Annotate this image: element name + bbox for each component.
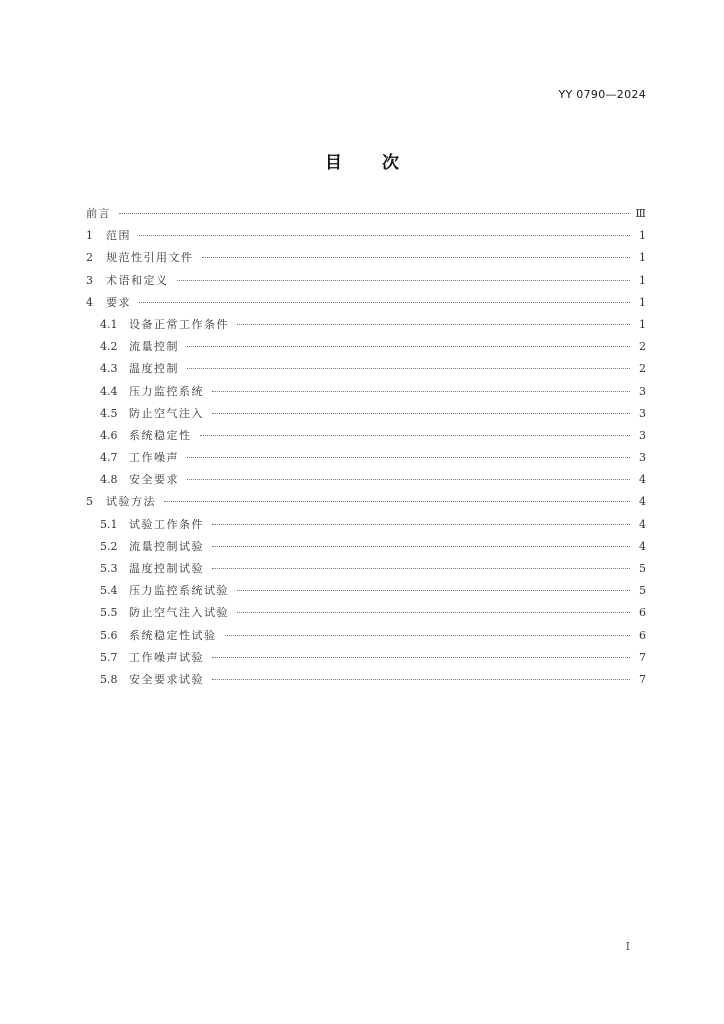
toc-entry[interactable] — [86, 493, 646, 515]
page-number: I — [625, 940, 630, 953]
toc-entry-number: 4 — [86, 295, 93, 309]
toc-leader-dots — [187, 457, 630, 458]
toc-entry-label: 系统稳定性 — [129, 428, 192, 442]
toc-entry-number: 4.2 — [100, 340, 118, 354]
toc-entry[interactable] — [86, 671, 646, 693]
toc-entry[interactable] — [86, 538, 646, 560]
toc-entry-number: 5.5 — [100, 606, 118, 620]
toc-leader-dots — [212, 391, 630, 392]
toc-entry-page: 3 — [639, 428, 646, 442]
toc-leader-dots — [187, 479, 630, 480]
toc-leader-dots — [187, 368, 630, 369]
toc-entry-number: 5.3 — [100, 562, 118, 575]
toc-entry-label: 流量控制 — [129, 340, 179, 354]
toc-entry[interactable] — [86, 560, 646, 582]
toc-entry-page: 1 — [639, 273, 646, 287]
toc-entry-number: 2 — [86, 251, 93, 265]
toc-entry[interactable] — [86, 516, 646, 538]
toc-entry-label: 系统稳定性试验 — [129, 628, 217, 642]
toc-entry-number: 4.7 — [100, 451, 118, 465]
toc-entry-number: 5.7 — [100, 650, 118, 664]
toc-entry[interactable] — [86, 249, 646, 271]
toc-leader-dots — [212, 679, 630, 680]
toc-entry[interactable] — [86, 205, 646, 227]
toc-leader-dots — [187, 346, 630, 347]
toc-entry-label: 压力监控系统试验 — [129, 584, 229, 598]
toc-entry-number: 4.4 — [100, 384, 118, 398]
toc-entry[interactable] — [86, 627, 646, 649]
toc-leader-dots — [212, 657, 630, 658]
toc-entry-page: 3 — [639, 406, 646, 420]
toc-entry-page: 7 — [639, 650, 646, 664]
toc-entry-number: 1 — [86, 229, 93, 243]
toc-entry[interactable] — [86, 360, 646, 382]
toc-entry[interactable] — [86, 338, 646, 360]
toc-entry-number: 5 — [86, 495, 93, 509]
toc-entry[interactable] — [86, 449, 646, 471]
toc-entry-label: 试验方法 — [106, 495, 156, 509]
toc-entry-label: 温度控制 — [129, 362, 179, 376]
toc-entry-number: 5.1 — [100, 517, 118, 531]
toc-entry-page: 5 — [639, 562, 646, 575]
toc-entry[interactable] — [86, 582, 646, 604]
toc-entry-label: 工作噪声试验 — [129, 650, 204, 664]
toc-leader-dots — [237, 324, 630, 325]
toc-leader-dots — [139, 235, 630, 236]
toc-entry-label: 安全要求 — [129, 473, 179, 487]
toc-entry-page: 4 — [639, 539, 646, 553]
toc-entry[interactable] — [86, 316, 646, 338]
toc-entry-label: 安全要求试验 — [129, 672, 204, 686]
toc-entry[interactable] — [86, 294, 646, 316]
toc-leader-dots — [212, 568, 630, 569]
toc-entry-number: 4.5 — [100, 406, 118, 420]
toc-entry-number: 5.2 — [100, 539, 118, 553]
toc-entry[interactable] — [86, 604, 646, 626]
toc-entry-number: 4.1 — [100, 317, 118, 331]
toc-entry[interactable] — [86, 227, 646, 249]
toc-entry-number: 5.8 — [100, 672, 118, 686]
toc-entry-page: 2 — [639, 362, 646, 376]
toc-entry-label: 范围 — [106, 229, 131, 243]
toc-entry[interactable] — [86, 427, 646, 449]
toc-entry-label: 温度控制试验 — [129, 562, 204, 575]
toc-entry[interactable] — [86, 471, 646, 493]
toc-entry-label: 防止空气注入 — [129, 406, 204, 420]
toc-leader-dots — [119, 213, 629, 214]
toc-entry-label: 设备正常工作条件 — [129, 317, 229, 331]
toc-entry-label: 流量控制试验 — [129, 539, 204, 553]
toc-entry-number: 4.8 — [100, 473, 118, 487]
toc-leader-dots — [237, 612, 630, 613]
toc-entry-page: 4 — [639, 495, 646, 509]
toc-entry-page: 1 — [639, 229, 646, 243]
toc-entry[interactable] — [86, 649, 646, 671]
toc-leader-dots — [177, 280, 631, 281]
toc-entry[interactable] — [86, 383, 646, 405]
toc-leader-dots — [139, 302, 630, 303]
table-of-contents — [86, 205, 646, 693]
toc-entry-page: 1 — [639, 317, 646, 331]
toc-entry-label: 术语和定义 — [106, 273, 169, 287]
toc-entry-number: 5.6 — [100, 628, 118, 642]
toc-entry-page: 7 — [639, 672, 646, 686]
toc-entry-page: 3 — [639, 384, 646, 398]
toc-entry[interactable] — [86, 405, 646, 427]
toc-entry-page: 1 — [639, 295, 646, 309]
toc-entry-label: 要求 — [106, 295, 131, 309]
standard-code: YY 0790—2024 — [558, 88, 646, 101]
toc-entry-label: 前言 — [86, 207, 111, 220]
toc-entry-number: 3 — [86, 273, 93, 287]
toc-entry-page: 6 — [639, 606, 646, 620]
toc-leader-dots — [237, 590, 630, 591]
toc-entry-page: 2 — [639, 340, 646, 354]
toc-leader-dots — [200, 435, 631, 436]
toc-entry-label: 压力监控系统 — [129, 384, 204, 398]
toc-entry-page: 1 — [639, 251, 646, 265]
toc-entry-label: 规范性引用文件 — [106, 251, 194, 265]
toc-entry-page: 4 — [639, 473, 646, 487]
toc-entry-label: 防止空气注入试验 — [129, 606, 229, 620]
toc-entry[interactable] — [86, 272, 646, 294]
toc-entry-label: 工作噪声 — [129, 451, 179, 465]
toc-entry-page: 6 — [639, 628, 646, 642]
toc-leader-dots — [164, 501, 630, 502]
toc-leader-dots — [212, 546, 630, 547]
toc-entry-page: 4 — [639, 517, 646, 531]
toc-leader-dots — [212, 413, 630, 414]
toc-entry-number: 5.4 — [100, 584, 118, 598]
toc-entry-number: 4.6 — [100, 428, 118, 442]
toc-entry-label: 试验工作条件 — [129, 517, 204, 531]
toc-leader-dots — [225, 635, 631, 636]
toc-leader-dots — [212, 524, 630, 525]
toc-entry-number: 4.3 — [100, 362, 118, 376]
toc-entry-page: Ⅲ — [635, 207, 646, 220]
toc-leader-dots — [202, 257, 631, 258]
toc-entry-page: 3 — [639, 451, 646, 465]
toc-entry-page: 5 — [639, 584, 646, 598]
page-title: 目次 — [325, 153, 439, 173]
